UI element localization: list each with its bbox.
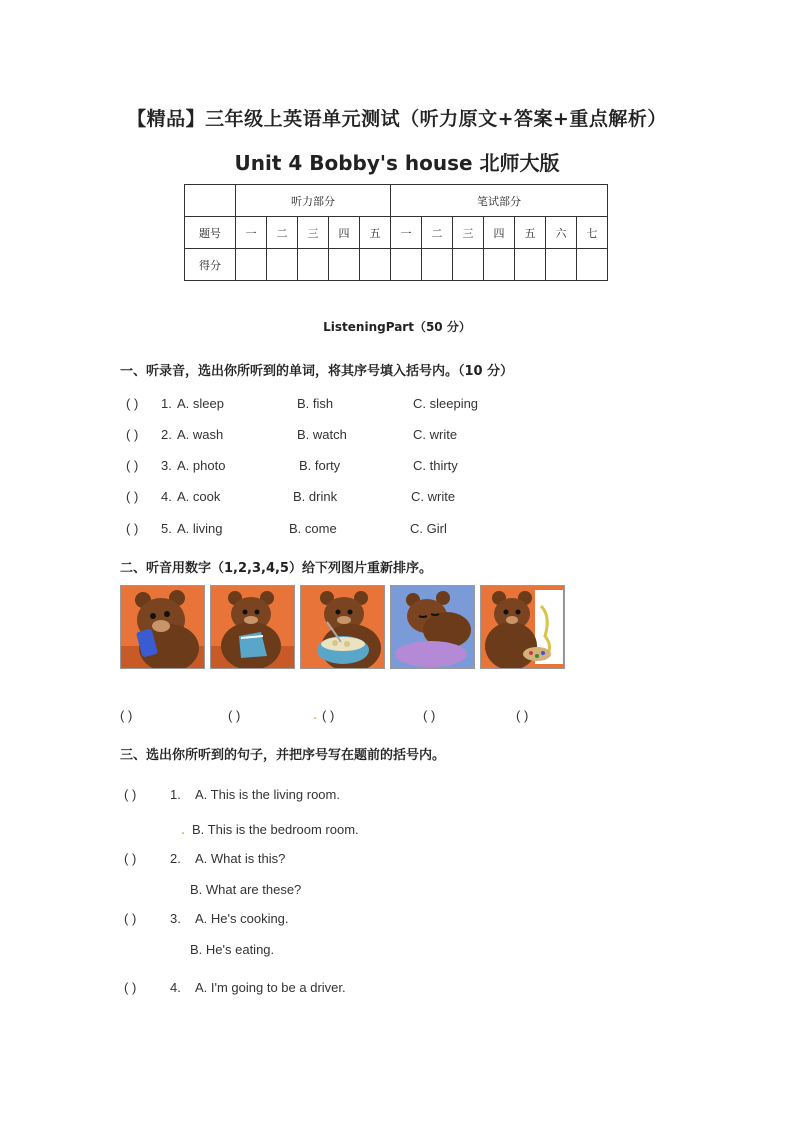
listening-col: 三 [298, 217, 329, 249]
option-c: C. sleeping [413, 396, 479, 411]
bear-washing-image [210, 585, 295, 669]
written-col: 五 [515, 217, 546, 249]
order-blank[interactable]: ( ) [516, 708, 529, 723]
sentence-option-b: B. What are these? [190, 882, 302, 897]
answer-bracket[interactable]: ( ) [124, 980, 137, 995]
bear-cooking-image [300, 585, 385, 669]
option-c: C. write [411, 489, 456, 504]
option-a: A. sleep [177, 396, 224, 411]
order-blank[interactable]: ( ) [120, 708, 133, 723]
written-col: 二 [422, 217, 453, 249]
sentence-option-a: A. What is this? [195, 851, 286, 866]
score-cell[interactable] [453, 249, 484, 281]
score-cell[interactable] [236, 249, 267, 281]
written-header: 笔试部分 [391, 185, 608, 217]
bear-painting-image [480, 585, 565, 669]
sentence-option-b: B. He's eating. [190, 942, 275, 957]
answer-bracket[interactable]: ( ) [124, 787, 137, 802]
score-row [185, 249, 608, 281]
option-c: C. write [413, 427, 458, 442]
score-cell[interactable] [515, 249, 546, 281]
bear-washing-drawing [211, 586, 294, 668]
score-cell[interactable] [484, 249, 515, 281]
answer-bracket[interactable]: ( ) [124, 851, 137, 866]
written-col: 七 [577, 217, 608, 249]
listening-col: 一 [236, 217, 267, 249]
option-b: B. forty [299, 458, 341, 473]
score-cell[interactable] [391, 249, 422, 281]
answer-bracket[interactable]: ( ) [126, 458, 139, 473]
listening-col: 五 [360, 217, 391, 249]
bear-cooking-drawing [301, 586, 384, 668]
question-number: 1. [170, 787, 181, 802]
option-b: B. watch [297, 427, 347, 442]
score-cell[interactable] [360, 249, 391, 281]
score-table [184, 184, 608, 281]
sentence-option-a: A. I'm going to be a driver. [195, 980, 346, 995]
score-cell[interactable] [298, 249, 329, 281]
option-a: A. wash [177, 427, 224, 442]
question-number: 5. [161, 521, 172, 536]
option-a: A. photo [177, 458, 226, 473]
section3-title: 三、选出你所听到的句子，并把序号写在题前的括号内。 [120, 748, 446, 763]
score-cell[interactable] [422, 249, 453, 281]
bear-sleeping-image [390, 585, 475, 669]
option-b: B. drink [293, 489, 338, 504]
written-col: 三 [453, 217, 484, 249]
sentence-option-a: A. This is the living room. [195, 787, 340, 802]
answer-bracket[interactable]: ( ) [126, 521, 139, 536]
order-blank[interactable]: ( ) [423, 708, 436, 723]
score-cell[interactable] [329, 249, 360, 281]
option-a: A. cook [177, 489, 221, 504]
stray-dot: . [313, 708, 318, 723]
order-blank[interactable]: ( ) [322, 708, 335, 723]
question-number: 3. [170, 911, 181, 926]
question-number: 4. [161, 489, 172, 504]
question-number: 3. [161, 458, 172, 473]
listening-col: 二 [267, 217, 298, 249]
answer-bracket[interactable]: ( ) [124, 911, 137, 926]
document-subtitle: Unit 4 Bobby's house 北师大版 [234, 151, 560, 175]
question-number: 2. [161, 427, 172, 442]
option-c: C. thirty [413, 458, 458, 473]
stray-dot: . [181, 823, 186, 838]
question-number: 2. [170, 851, 181, 866]
section1-title: 一、听录音，选出你所听到的单词，将其序号填入括号内。（10 分） [120, 364, 514, 379]
score-cell[interactable] [267, 249, 298, 281]
bear-painting-drawing [481, 586, 564, 668]
written-col: 六 [546, 217, 577, 249]
option-a: A. living [177, 521, 223, 536]
section2-title: 二、听音用数字（1,2,3,4,5）给下列图片重新排序。 [120, 561, 432, 576]
option-b: B. fish [297, 396, 334, 411]
written-col: 四 [484, 217, 515, 249]
row-label-number: 题号 [185, 217, 236, 249]
option-c: C. Girl [410, 521, 447, 536]
option-b: B. come [289, 521, 337, 536]
sentence-option-b: B. This is the bedroom room. [192, 822, 359, 837]
row-label-score: 得分 [185, 249, 236, 281]
sentence-option-a: A. He's cooking. [195, 911, 289, 926]
bear-drinking-image [120, 585, 205, 669]
score-table-header-row [185, 185, 608, 217]
question-number: 1. [161, 396, 172, 411]
bear-drinking-drawing [121, 586, 204, 668]
score-cell[interactable] [546, 249, 577, 281]
bear-sleeping-drawing [391, 586, 474, 668]
answer-bracket[interactable]: ( ) [126, 427, 139, 442]
part-heading: ListeningPart（50 分） [323, 320, 471, 334]
answer-bracket[interactable]: ( ) [126, 396, 139, 411]
written-col: 一 [391, 217, 422, 249]
answer-bracket[interactable]: ( ) [126, 489, 139, 504]
order-blank[interactable]: ( ) [228, 708, 241, 723]
listening-header: 听力部分 [236, 185, 391, 217]
document-title: 【精品】三年级上英语单元测试（听力原文+答案+重点解析） [127, 108, 667, 130]
score-table-corner [185, 185, 236, 217]
listening-col: 四 [329, 217, 360, 249]
question-number: 4. [170, 980, 181, 995]
score-cell[interactable] [577, 249, 608, 281]
question-number-row [185, 217, 608, 249]
